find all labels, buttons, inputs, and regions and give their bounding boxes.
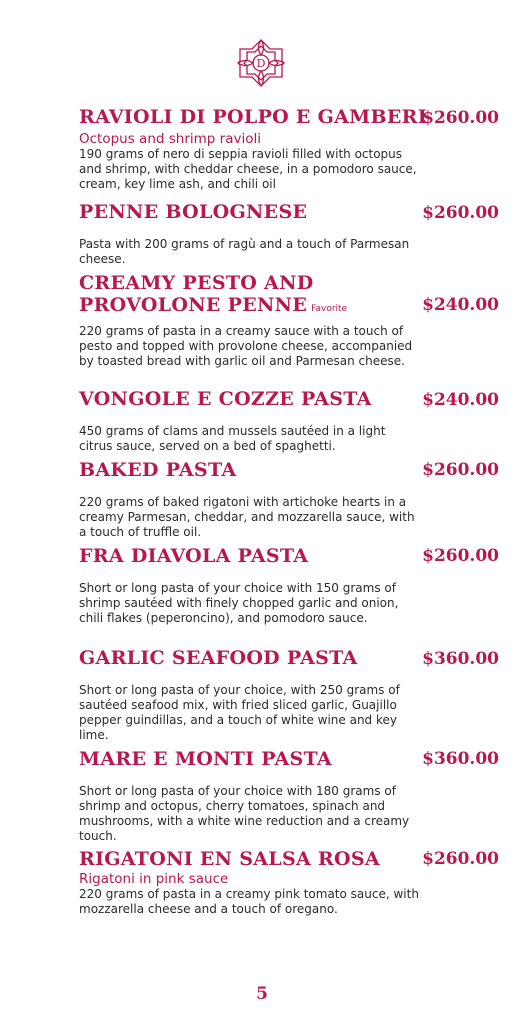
item-description: Pasta with 200 grams of ragù and a touch of Parmesan cheese. [79,237,410,266]
menu-item-baked-pasta [79,459,499,540]
item-price: $360.00 [422,749,499,769]
item-description: Short or long pasta of your choice, with 250 grams of sautéed seafood mix, with fried sliced garlic, Guajillo pepper guindillas, and a touch of white wine and key lime. [79,683,400,742]
item-description: Short or long pasta of your choice with 150 grams of shrimp sautéed with finely chopped garlic and onion, chili flakes (peperoncino), and pomodoro sauce. [79,581,399,625]
menu-item-penne-bolognese [79,201,499,267]
item-price: $240.00 [422,295,499,315]
menu-item-mare-monti [79,748,499,844]
item-name-line2-text: PROVOLONE PENNE [79,294,308,316]
favorite-tag: Favorite [311,304,348,314]
item-name: RAVIOLI DI POLPO E GAMBERI [79,106,427,128]
item-name: GARLIC SEAFOOD PASTA [79,647,358,669]
menu-item-garlic-seafood [79,647,499,743]
menu-item-ravioli [79,106,499,192]
svg-text:D: D [256,57,266,70]
item-name-line1: CREAMY PESTO AND [79,272,314,294]
brand-logo-icon [236,38,286,88]
item-description: Short or long pasta of your choice with 180 grams of shrimp and octopus, cherry tomatoes, spinach and mushrooms, with a white wine reduction and a creamy touch. [79,784,410,843]
item-price: $240.00 [422,390,499,410]
menu-item-rigatoni [79,848,499,917]
menu-item-fra-diavola [79,545,499,626]
item-name: VONGOLE E COZZE PASTA [79,388,372,410]
item-price: $260.00 [422,108,499,128]
item-name: PENNE BOLOGNESE [79,201,308,223]
menu-item-vongole [79,388,499,454]
item-price: $260.00 [422,546,499,566]
item-price: $260.00 [422,849,499,869]
item-price: $260.00 [422,460,499,480]
item-subtitle: Rigatoni in pink sauce [79,871,229,887]
item-description: 220 grams of pasta in a creamy sauce with a touch of pesto and topped with provolone cheese, accompanied by toasted bread with garlic oil and Parmesan cheese. [79,324,413,368]
item-price: $260.00 [422,203,499,223]
item-price: $360.00 [422,649,499,669]
item-name: BAKED PASTA [79,459,237,481]
page-number: 5 [256,984,268,1004]
item-subtitle: Octopus and shrimp ravioli [79,131,261,147]
item-description: 220 grams of pasta in a creamy pink tomato sauce, with mozzarella cheese and a touch of oregano. [79,887,419,916]
item-description: 190 grams of nero di seppia ravioli filled with octopus and shrimp, with cheddar cheese, in a pomodoro sauce, cream, key lime ash, and chili oil [79,147,417,191]
item-name: MARE E MONTI PASTA [79,748,332,770]
item-name: RIGATONI EN SALSA ROSA [79,848,380,870]
item-name: FRA DIAVOLA PASTA [79,545,309,567]
menu-item-creamy-pesto [79,272,499,369]
item-description: 220 grams of baked rigatoni with artichoke hearts in a creamy Parmesan, cheddar, and mozzarella sauce, with a touch of truffle oil. [79,495,415,539]
item-description: 450 grams of clams and mussels sautéed in a light citrus sauce, served on a bed of spaghetti. [79,424,386,453]
